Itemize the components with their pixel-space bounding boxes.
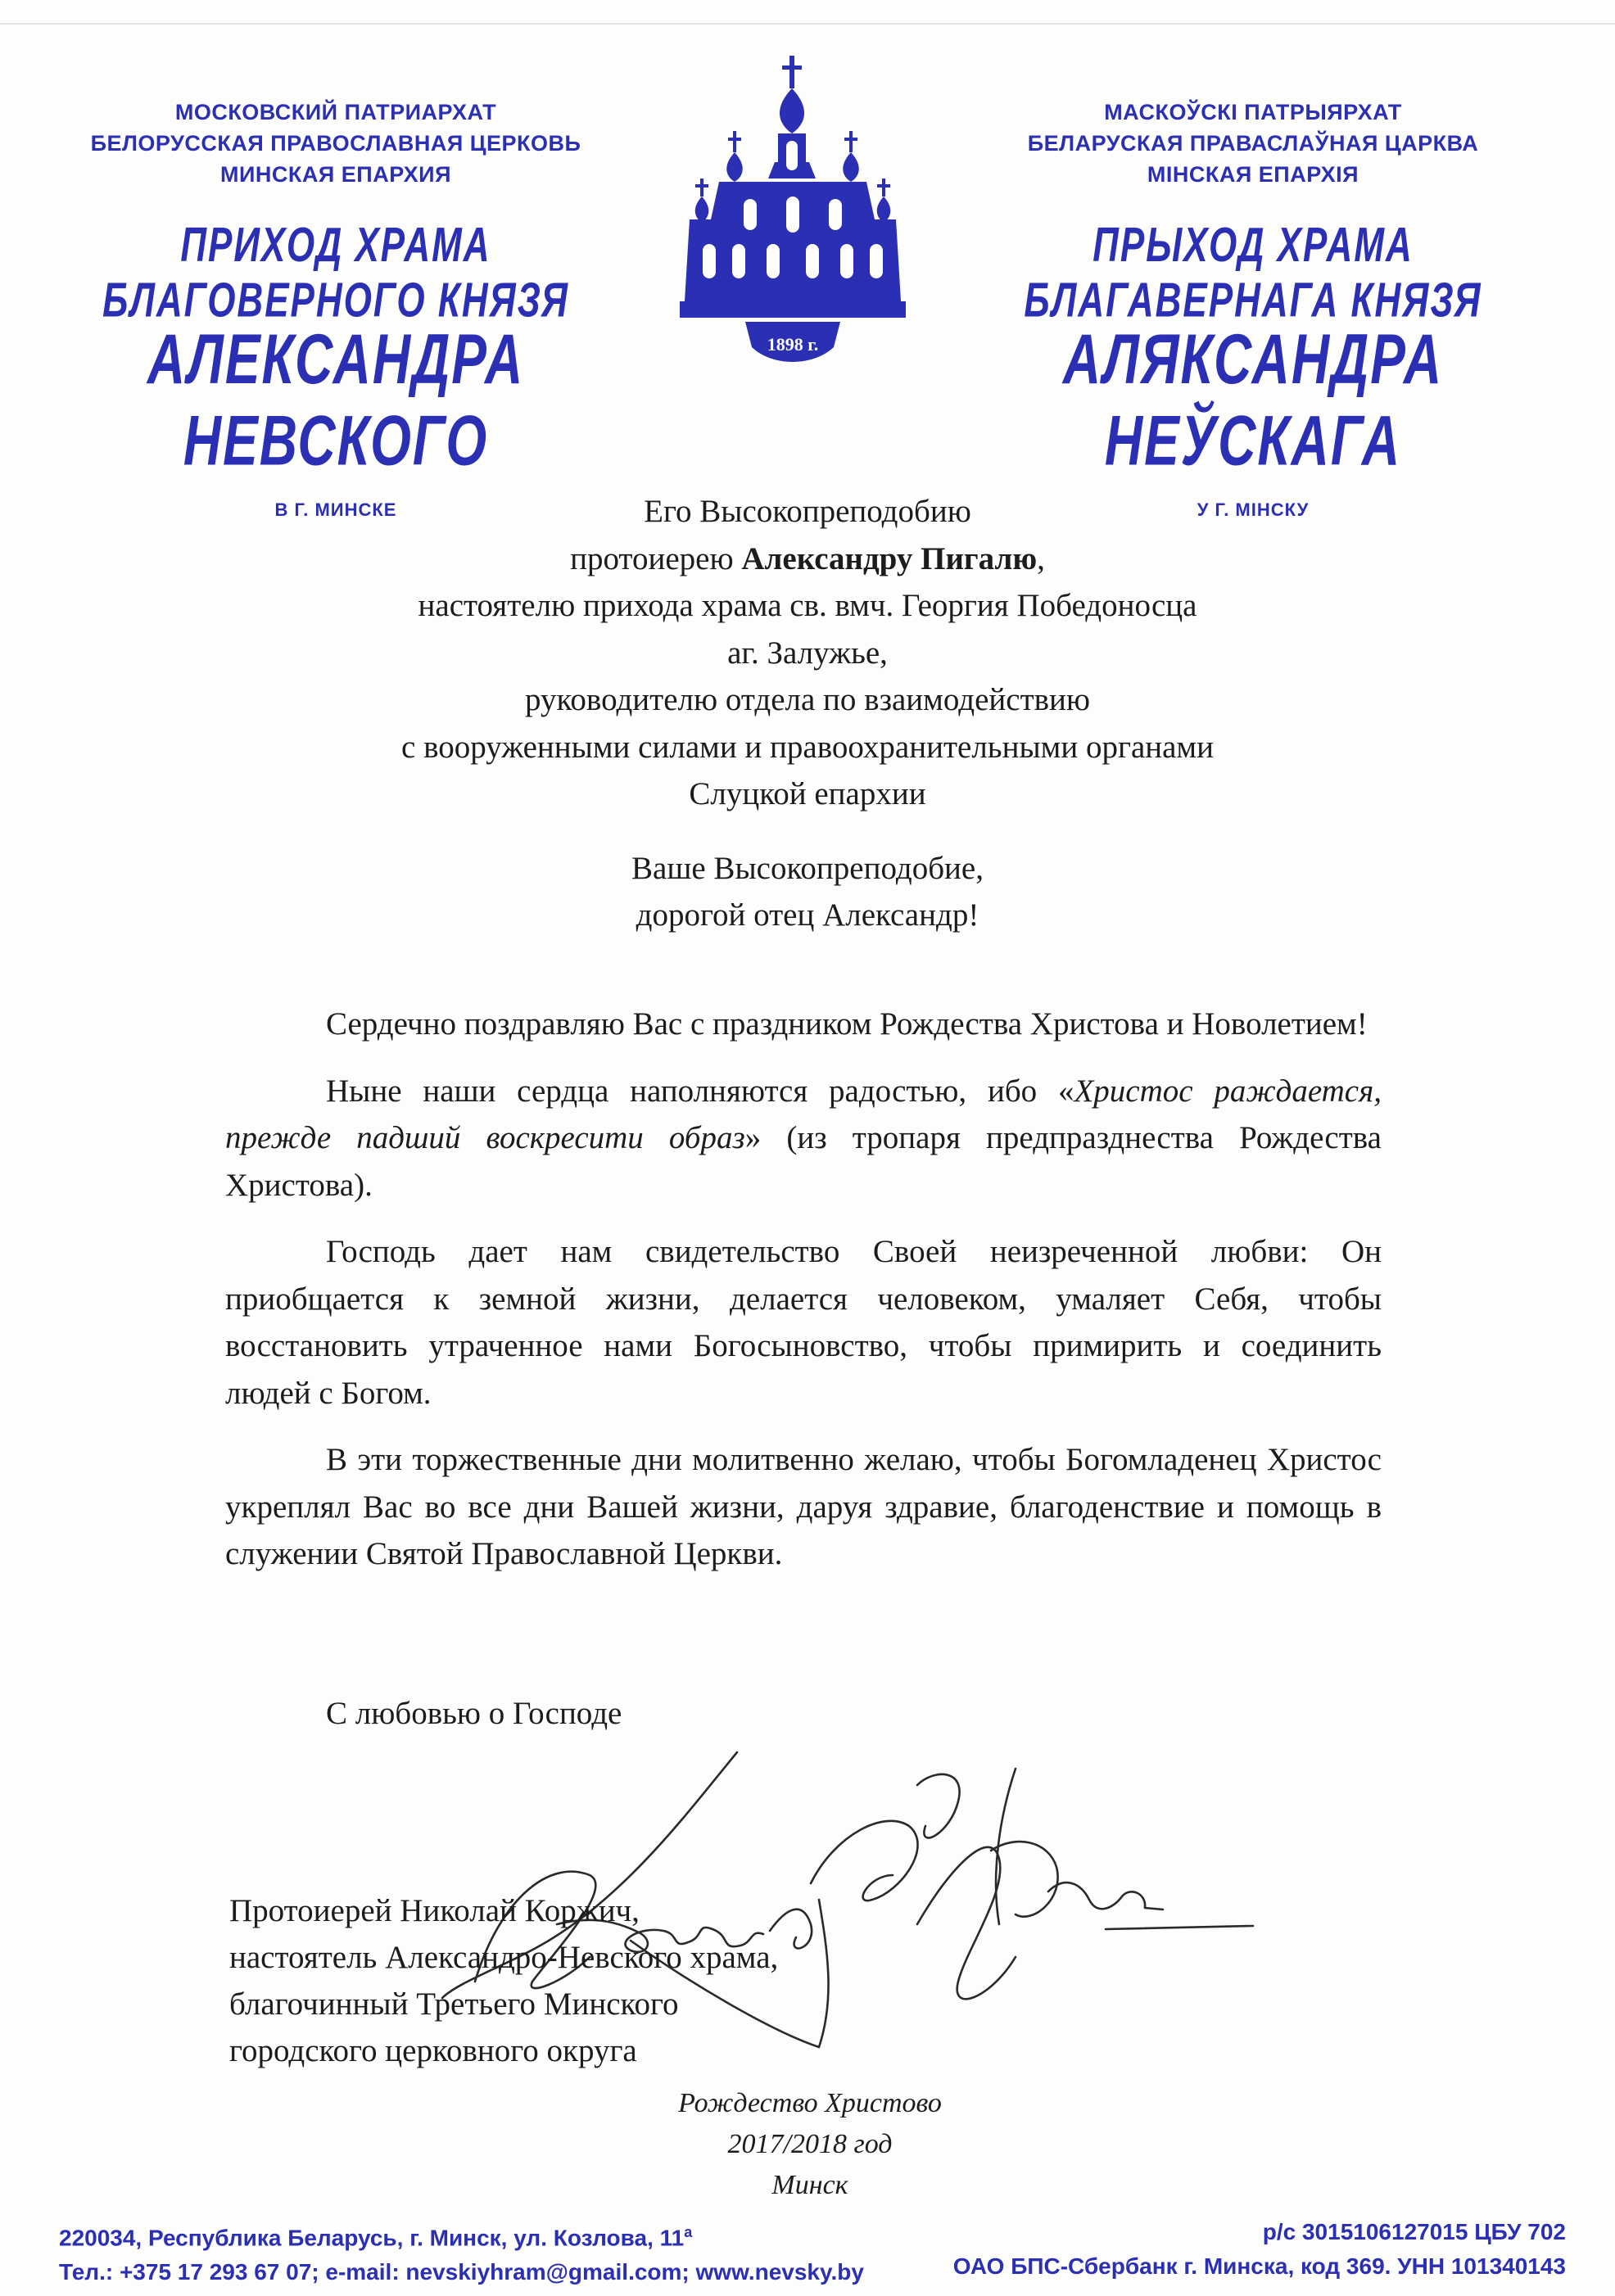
signer-position: настоятель Александро-Невского храма, [229, 1940, 779, 1975]
troparion-quote: Христос раждается, прежде падший воскресити образ [225, 1073, 1382, 1155]
letterhead-left-line2: БЕЛОРУССКАЯ ПРАВОСЛАВНАЯ ЦЕРКОВЬ [90, 131, 581, 156]
greeting-block [0, 845, 1615, 938]
footer-bank-details: ОАО БПС-Сбербанк г. Минска, код 369. УНН 101340143 [952, 2253, 1566, 2279]
addressee-block [0, 488, 1615, 818]
body-paragraph-4: В эти торжественные дни молитвенно желаю, чтобы Богомладенец Христос укреплял Вас во все дни Вашей жизни, даруя здравие, благоденствие и помощь в служении Святой Православной Церкви. [225, 1442, 1382, 1571]
footer-phone-email-web: Тел.: +375 17 293 67 07; e-mail: nevskiyhram@gmail.com; www.nevsky.by [59, 2259, 864, 2285]
addressee-line2 [0, 536, 1615, 583]
letterhead-left-line1: МОСКОВСКИЙ ПАТРИАРХАТ [174, 100, 497, 124]
signer-district: городского церковного округа [229, 2033, 637, 2068]
addressee-line5: руководителю отдела по взаимодействию [524, 682, 1091, 717]
letterhead-right-title2: АЛЯКСАНДРА НЕЎСКАГА [1062, 319, 1444, 481]
body-paragraph-3: Господь дает нам свидетельство Своей неизреченной любви: Он приобщается к земной жизни, делается человеком, умаляет Себя, чтобы восстановить утраченное нами Богосыновство, чтобы примирить и соединить людей с Богом. [225, 1234, 1382, 1411]
letterhead-left-line3: МИНСКАЯ ЕПАРХИЯ [220, 162, 451, 187]
church-icon [670, 56, 916, 383]
greeting-line2: дорогой отец Александр! [636, 897, 979, 933]
body-paragraph-1: Сердечно поздравляю Вас с праздником Рождества Христова и Новолетием! [326, 1006, 1368, 1042]
signer-block [229, 1887, 778, 2074]
addressee-title: протоиерею [570, 540, 742, 576]
logo-year: 1898 г. [767, 334, 819, 355]
body-paragraph-2-end: » (из тропаря предпразднества Рождества Христова). [225, 1120, 1382, 1203]
date-place-block [5, 2083, 1615, 2206]
addressee-comma: , [1037, 540, 1045, 576]
letterhead-left-title1: ПРИХОД ХРАМА БЛАГОВЕРНОГО КНЯЗЯ [102, 218, 569, 328]
letter-body [225, 1001, 1382, 1598]
closing-phrase: С любовью о Господе [326, 1696, 622, 1731]
scan-edge-line [0, 23, 1615, 25]
letterhead-right-line1: МАСКОЎСКІ ПАТРЫЯРХАТ [1104, 100, 1402, 124]
letterhead-left-city: В Г. МИНСКЕ [274, 499, 397, 520]
signer-name: Протоиерей Николай Коржич, [229, 1893, 640, 1928]
footer-bank [953, 2215, 1566, 2284]
greeting-line1: Ваше Высокопреподобие, [631, 851, 984, 886]
letterhead-left [57, 97, 614, 521]
letterhead-right [975, 97, 1531, 521]
letterhead-left-title2: АЛЕКСАНДРА НЕВСКОГО [147, 319, 525, 481]
addressee-line6: с вооруженными силами и правоохранительными органами [401, 729, 1214, 765]
addressee-line3: настоятелю прихода храма св. вмч. Георгия Победоносца [418, 588, 1197, 623]
letterhead-right-city: У Г. МІНСКУ [1197, 499, 1310, 520]
letterhead-right-line2: БЕЛАРУСКАЯ ПРАВАСЛАЎНАЯ ЦАРКВА [1027, 131, 1479, 156]
addressee-name: Александру Пигалю [741, 540, 1038, 576]
addressee-line1: Его Высокопреподобию [644, 494, 971, 529]
date-feast: Рождество Христово [678, 2088, 942, 2118]
footer-address-line [59, 2215, 864, 2255]
signer-role: благочинный Третьего Минского [229, 1986, 679, 2022]
addressee-line4: аг. Залужье, [727, 635, 888, 671]
body-paragraph-2-start: Ныне наши сердца наполняются радостью, ибо « [326, 1073, 1074, 1109]
date-city: Минск [771, 2170, 848, 2200]
letterhead-right-line3: МІНСКАЯ ЕПАРХІЯ [1147, 162, 1359, 187]
body-paragraph-2 [225, 1068, 1382, 1209]
footer-contacts [59, 2215, 864, 2289]
letterhead-right-title1: ПРЫХОД ХРАМА БЛАГАВЕРНАГА КНЯЗЯ [1024, 218, 1482, 328]
footer-address: 220034, Республика Беларусь, г. Минск, ул. Козлова, 11 [59, 2225, 685, 2251]
footer-account: р/с 3015106127015 ЦБУ 702 [1262, 2219, 1566, 2244]
date-year: 2017/2018 год [727, 2129, 893, 2159]
addressee-line7: Слуцкой епархии [689, 776, 926, 811]
footer-address-sup: а [684, 2224, 693, 2240]
